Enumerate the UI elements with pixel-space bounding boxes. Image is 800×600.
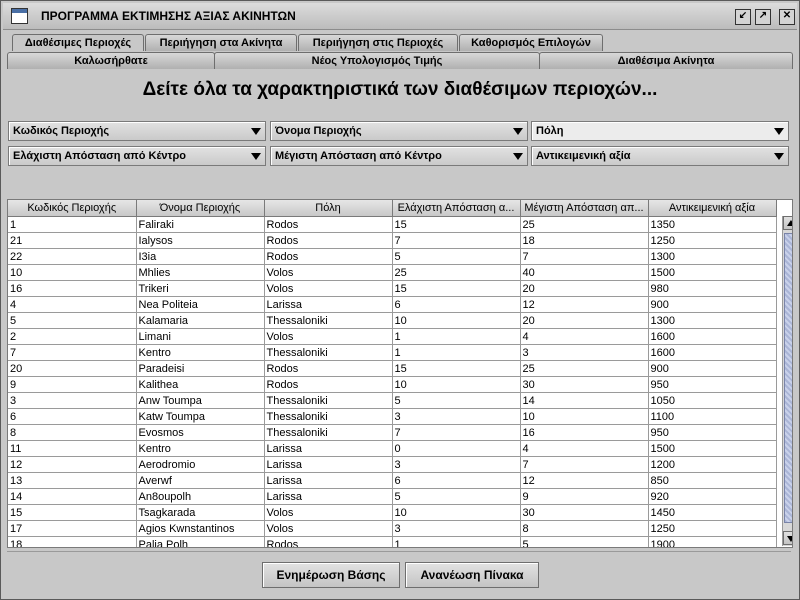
areas-grid	[8, 200, 777, 548]
table-cell: Thessaloniki	[264, 345, 392, 361]
table-cell: Limani	[136, 329, 264, 345]
filter-label: Όνομα Περιοχής	[275, 125, 362, 137]
table-cell: 12	[8, 457, 136, 473]
chevron-down-icon	[774, 153, 784, 160]
arrow-up-icon	[787, 220, 793, 226]
column-header-city[interactable]: Πόλη	[264, 200, 392, 217]
divider	[7, 551, 791, 552]
table-cell: 5	[392, 489, 520, 505]
table-cell: Kalithea	[136, 377, 264, 393]
table-cell: Thessaloniki	[264, 409, 392, 425]
scrollbar-thumb[interactable]	[784, 233, 793, 523]
table-cell: Tsagkarada	[136, 505, 264, 521]
table-cell: 850	[648, 473, 776, 489]
table-cell: Katw Toumpa	[136, 409, 264, 425]
table-row[interactable]	[8, 249, 776, 265]
table-cell: 1250	[648, 233, 776, 249]
table-cell: Volos	[264, 265, 392, 281]
table-cell: Volos	[264, 281, 392, 297]
areas-table[interactable]	[7, 199, 793, 548]
tab-new-price-calculation[interactable]: Νέος Υπολογισμός Τιμής	[214, 52, 540, 69]
column-header-area-code[interactable]: Κωδικός Περιοχής	[8, 200, 136, 217]
table-cell: 15	[392, 217, 520, 233]
table-cell: Larissa	[264, 297, 392, 313]
table-cell: 17	[8, 521, 136, 537]
table-row[interactable]	[8, 537, 776, 549]
table-cell: 4	[520, 441, 648, 457]
table-cell: 1500	[648, 441, 776, 457]
table-cell: 16	[520, 425, 648, 441]
table-cell: Trikeri	[136, 281, 264, 297]
column-header-min-distance[interactable]: Ελάχιστη Απόσταση α...	[392, 200, 520, 217]
table-cell: 900	[648, 297, 776, 313]
table-cell: Kentro	[136, 345, 264, 361]
maximize-icon[interactable]: ↗	[755, 9, 771, 25]
table-cell: 7	[8, 345, 136, 361]
table-cell: Volos	[264, 521, 392, 537]
table-row[interactable]	[8, 521, 776, 537]
table-cell: 1450	[648, 505, 776, 521]
table-cell: 25	[520, 217, 648, 233]
table-cell: Kalamaria	[136, 313, 264, 329]
table-row[interactable]	[8, 425, 776, 441]
filter-label: Ελάχιστη Απόσταση από Κέντρο	[13, 150, 186, 162]
tab-available-properties[interactable]: Διαθέσιμα Ακίνητα	[539, 52, 793, 69]
table-cell: 30	[520, 377, 648, 393]
title-bar[interactable]	[3, 3, 797, 30]
table-cell: 1	[8, 217, 136, 233]
table-cell: 10	[392, 377, 520, 393]
table-cell: 10	[520, 409, 648, 425]
table-cell: 7	[392, 425, 520, 441]
table-cell: Agios Kwnstantinos	[136, 521, 264, 537]
table-cell: 4	[520, 329, 648, 345]
table-cell: 20	[8, 361, 136, 377]
table-cell: 950	[648, 377, 776, 393]
table-cell: Nea Politeia	[136, 297, 264, 313]
table-cell: 3	[392, 409, 520, 425]
table-cell: 920	[648, 489, 776, 505]
table-cell: Larissa	[264, 441, 392, 457]
table-cell: 12	[520, 297, 648, 313]
table-cell: 18	[520, 233, 648, 249]
table-cell: 7	[392, 233, 520, 249]
table-cell: 1900	[648, 537, 776, 549]
tab-set-options[interactable]: Καθορισμός Επιλογών	[459, 34, 603, 51]
scroll-down-button[interactable]	[783, 531, 793, 545]
table-cell: Thessaloniki	[264, 393, 392, 409]
table-cell: 10	[392, 313, 520, 329]
table-cell: 10	[392, 505, 520, 521]
table-cell: 3	[8, 393, 136, 409]
table-cell: 2	[8, 329, 136, 345]
chevron-down-icon	[251, 153, 261, 160]
table-cell: 1300	[648, 313, 776, 329]
refresh-table-button[interactable]: Ανανέωση Πίνακα	[405, 562, 539, 588]
table-row[interactable]	[8, 393, 776, 409]
table-row[interactable]	[8, 313, 776, 329]
table-cell: 900	[648, 361, 776, 377]
tab-browse-areas[interactable]: Περιήγηση στις Περιοχές	[298, 34, 458, 51]
table-cell: Thessaloniki	[264, 425, 392, 441]
table-cell: 1300	[648, 249, 776, 265]
table-cell: 3	[392, 521, 520, 537]
table-row[interactable]	[8, 217, 776, 233]
table-row[interactable]	[8, 473, 776, 489]
table-cell: 10	[8, 265, 136, 281]
table-cell: 7	[520, 457, 648, 473]
table-cell: Larissa	[264, 473, 392, 489]
table-cell: 1	[392, 537, 520, 549]
table-cell: 9	[8, 377, 136, 393]
tab-browse-properties[interactable]: Περιήγηση στα Ακίνητα	[145, 34, 297, 51]
table-cell: 15	[392, 361, 520, 377]
table-cell: Rodos	[264, 233, 392, 249]
table-cell: Mhlies	[136, 265, 264, 281]
table-cell: Evosmos	[136, 425, 264, 441]
tab-available-areas[interactable]: Διαθέσιμες Περιοχές	[12, 34, 144, 51]
table-cell: 18	[8, 537, 136, 549]
table-cell: 1500	[648, 265, 776, 281]
table-cell: 8	[520, 521, 648, 537]
table-cell: 1600	[648, 345, 776, 361]
filter-min-distance-dropdown[interactable]	[8, 146, 266, 166]
vertical-scrollbar[interactable]	[782, 216, 793, 546]
app-window-icon	[11, 8, 28, 24]
table-cell: 6	[8, 409, 136, 425]
table-cell: Larissa	[264, 457, 392, 473]
table-cell: 7	[520, 249, 648, 265]
table-cell: 5	[520, 537, 648, 549]
table-cell: 1250	[648, 521, 776, 537]
table-cell: 15	[8, 505, 136, 521]
scroll-up-button[interactable]	[783, 216, 793, 230]
chevron-down-icon	[774, 128, 784, 135]
filter-label: Κωδικός Περιοχής	[13, 125, 110, 137]
table-cell: Larissa	[264, 489, 392, 505]
table-cell: 1050	[648, 393, 776, 409]
column-header-area-name[interactable]: Όνομα Περιοχής	[136, 200, 264, 217]
table-cell: 9	[520, 489, 648, 505]
table-cell: Volos	[264, 505, 392, 521]
table-cell: Thessaloniki	[264, 313, 392, 329]
filter-area-name-dropdown[interactable]	[270, 121, 528, 141]
table-row[interactable]	[8, 345, 776, 361]
filter-city-dropdown[interactable]	[531, 121, 789, 141]
filter-objective-value-dropdown[interactable]	[531, 146, 789, 166]
filter-max-distance-dropdown[interactable]	[270, 146, 528, 166]
table-cell: Palia Polh	[136, 537, 264, 549]
table-cell: 1	[392, 345, 520, 361]
table-cell: 22	[8, 249, 136, 265]
window-title: ΠΡΟΓΡΑΜΜΑ ΕΚΤΙΜΗΣΗΣ ΑΞΙΑΣ ΑΚΙΝΗΤΩΝ	[41, 9, 296, 23]
table-cell: 1	[392, 329, 520, 345]
filter-label: Πόλη	[536, 125, 564, 137]
table-cell: I3ia	[136, 249, 264, 265]
table-cell: Volos	[264, 329, 392, 345]
table-cell: 16	[8, 281, 136, 297]
table-cell: 5	[392, 393, 520, 409]
table-cell: 8	[8, 425, 136, 441]
table-row[interactable]	[8, 265, 776, 281]
table-cell: Aerodromio	[136, 457, 264, 473]
table-cell: 5	[392, 249, 520, 265]
table-cell: 1100	[648, 409, 776, 425]
table-cell: 6	[392, 473, 520, 489]
table-cell: 25	[520, 361, 648, 377]
table-row[interactable]	[8, 329, 776, 345]
table-cell: 3	[392, 457, 520, 473]
close-icon[interactable]: ✕	[779, 9, 795, 25]
table-cell: 20	[520, 281, 648, 297]
page-heading: Δείτε όλα τα χαρακτηριστικά των διαθέσιμων περιοχών...	[142, 79, 658, 100]
table-cell: 1200	[648, 457, 776, 473]
table-row[interactable]	[8, 505, 776, 521]
chevron-down-icon	[513, 153, 523, 160]
minimize-icon[interactable]: ↙	[735, 9, 751, 25]
table-cell: Paradeisi	[136, 361, 264, 377]
table-cell: 950	[648, 425, 776, 441]
table-header-row	[8, 200, 776, 217]
table-cell: 0	[392, 441, 520, 457]
table-cell: 1350	[648, 217, 776, 233]
table-cell: 15	[392, 281, 520, 297]
table-cell: 4	[8, 297, 136, 313]
table-cell: An8oupolh	[136, 489, 264, 505]
arrow-down-icon	[787, 536, 793, 542]
table-row[interactable]	[8, 361, 776, 377]
tab-welcome[interactable]: Καλωσήρθατε	[7, 52, 215, 69]
filter-label: Μέγιστη Απόσταση από Κέντρο	[275, 150, 442, 162]
table-cell: 5	[8, 313, 136, 329]
filter-label: Αντικειμενική αξία	[536, 150, 631, 162]
table-cell: 3	[520, 345, 648, 361]
table-cell: 30	[520, 505, 648, 521]
table-row[interactable]	[8, 457, 776, 473]
table-cell: 14	[8, 489, 136, 505]
table-cell: 13	[8, 473, 136, 489]
table-cell: Faliraki	[136, 217, 264, 233]
table-cell: Averwf	[136, 473, 264, 489]
table-cell: 21	[8, 233, 136, 249]
table-row[interactable]	[8, 489, 776, 505]
table-cell: Rodos	[264, 537, 392, 549]
table-cell: 12	[520, 473, 648, 489]
table-cell: Rodos	[264, 361, 392, 377]
column-header-max-distance[interactable]: Μέγιστη Απόσταση απ...	[520, 200, 648, 217]
table-cell: 11	[8, 441, 136, 457]
update-database-button[interactable]: Ενημέρωση Βάσης	[262, 562, 400, 588]
table-cell: Rodos	[264, 377, 392, 393]
table-row[interactable]	[8, 233, 776, 249]
filter-area-code-dropdown[interactable]	[8, 121, 266, 141]
table-cell: 25	[392, 265, 520, 281]
table-cell: Ialysos	[136, 233, 264, 249]
table-cell: 14	[520, 393, 648, 409]
table-row[interactable]	[8, 409, 776, 425]
table-row[interactable]	[8, 281, 776, 297]
table-cell: Rodos	[264, 217, 392, 233]
table-cell: 6	[392, 297, 520, 313]
table-cell: 1600	[648, 329, 776, 345]
table-row[interactable]	[8, 377, 776, 393]
table-row[interactable]	[8, 441, 776, 457]
chevron-down-icon	[251, 128, 261, 135]
table-row[interactable]	[8, 297, 776, 313]
table-cell: 40	[520, 265, 648, 281]
column-header-objective-value[interactable]: Αντικειμενική αξία	[648, 200, 776, 217]
table-cell: 20	[520, 313, 648, 329]
table-cell: 980	[648, 281, 776, 297]
table-cell: Rodos	[264, 249, 392, 265]
table-cell: Anw Toumpa	[136, 393, 264, 409]
table-cell: Kentro	[136, 441, 264, 457]
table-body	[8, 217, 776, 549]
chevron-down-icon	[513, 128, 523, 135]
